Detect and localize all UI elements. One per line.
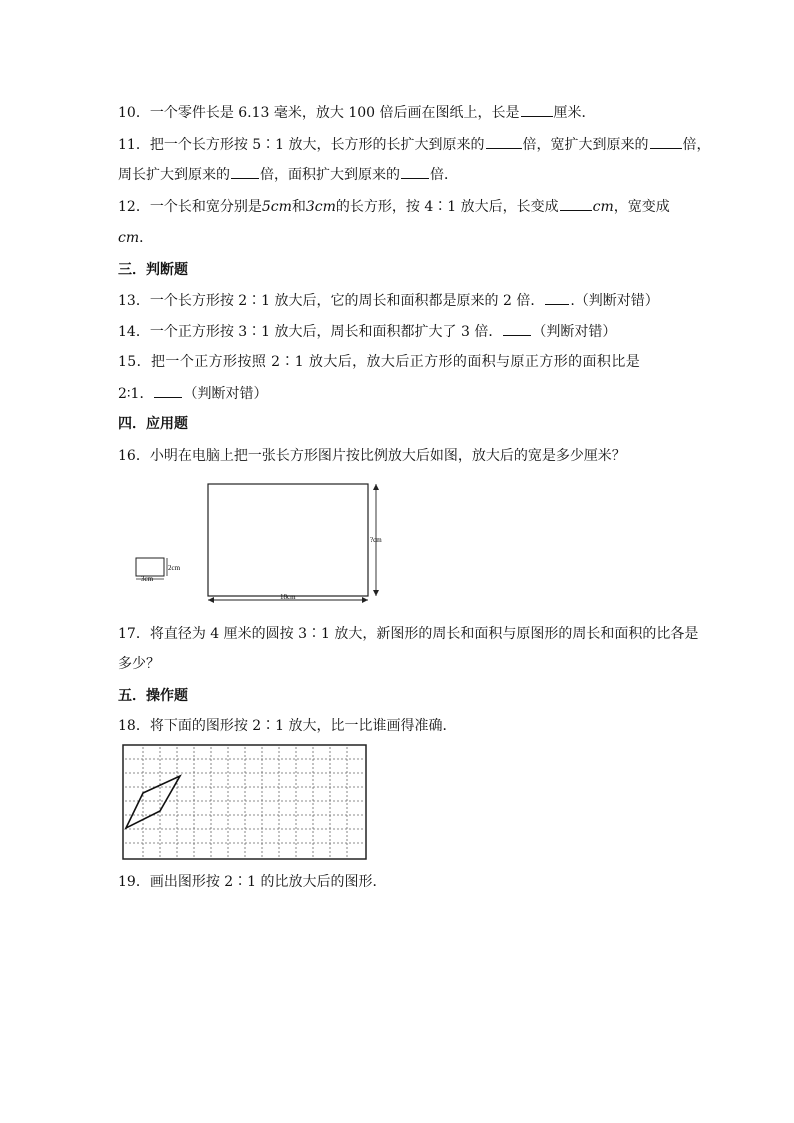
question-16: 16．小明在电脑上把一张长方形图片按比例放大后如图，放大后的宽是多少厘米？ [118,448,626,464]
q18-grid-figure[interactable] [122,744,368,862]
question-12-line1 [118,196,670,217]
q15-blank[interactable] [154,383,182,398]
q14-text: 14．一个正方形按 3∶1 放大后，周长和面积都扩大了 3 倍． [118,324,503,340]
q12-unit-2: cm [118,230,140,246]
q10-answer-blank[interactable] [521,102,553,117]
question-17-line1: 17．将直径为 4 厘米的圆按 3∶1 放大，新图形的周长和面积与原图形的周长和面积的比各是 [118,626,699,642]
question-11-line2 [118,164,458,185]
q12-text-4: ，宽变成 [613,199,670,215]
question-13 [118,290,659,311]
question-12-line2 [118,228,153,248]
q12-text-5: ． [139,230,154,246]
small-width-label: 3cm [141,575,154,583]
question-17-line2: 多少？ [118,656,160,672]
q12-unit-1: cm [592,199,614,215]
question-19: 19．画出图形按 2∶1 的比放大后的图形． [118,874,387,890]
q12-text-2: 和 [291,199,306,215]
question-14 [118,321,616,342]
q15-ratio: 2∶1． [118,386,154,402]
question-18: 18．将下面的图形按 2∶1 放大，比一比谁画得准确． [118,718,457,734]
q11-blank-1[interactable] [486,134,522,149]
q13-text: 13．一个长方形按 2∶1 放大后，它的周长和面积都是原来的 2 倍． [118,293,545,309]
section-4-heading: 四．应用题 [118,416,188,432]
q11-blank-4[interactable] [401,164,429,179]
question-15-line1: 15．把一个正方形按照 2∶1 放大后，放大后正方形的面积与原正方形的面积比是 [118,354,641,370]
q12-text-1: 12．一个长和宽分别是 [118,199,262,215]
section-3-heading: 三．判断题 [118,262,188,278]
small-height-label: 2cm [168,564,181,572]
question-15-line2 [118,383,267,404]
question-10 [118,102,596,123]
q10-text-end: 厘米． [553,105,596,121]
q12-value-length: 5cm [261,199,292,215]
q16-figure [120,476,390,608]
large-rectangle [208,484,368,596]
q14-blank[interactable] [503,321,531,336]
question-11-line1 [118,134,711,155]
q11-text-4: 周长扩大到原来的 [118,167,230,183]
q11-text-5: 倍，面积扩大到原来的 [260,167,400,183]
q11-text-6: 倍． [430,167,458,183]
q12-value-width: 3cm [305,199,336,215]
q11-blank-3[interactable] [231,164,259,179]
q11-blank-2[interactable] [650,134,682,149]
parallelogram-shape [126,776,180,828]
q10-text: 10．一个零件长是 6.13 毫米，放大 100 倍后画在图纸上，长是 [118,105,520,121]
large-height-label: ?cm [370,536,382,544]
q12-blank-1[interactable] [560,196,592,211]
q11-text-3: 倍， [682,137,711,153]
small-rectangle [136,558,164,576]
q13-suffix: .（判断对错） [570,293,659,309]
q11-text-1: 11．把一个长方形按 5∶1 放大，长方形的长扩大到原来的 [118,137,485,153]
q13-blank[interactable] [545,290,569,305]
large-width-label: 18cm [280,593,296,601]
section-5-heading: 五．操作题 [118,688,188,704]
q14-suffix: （判断对错） [532,324,617,340]
q12-text-3: 的长方形，按 4∶1 放大后，长变成 [335,199,559,215]
q11-text-2: 倍，宽扩大到原来的 [522,137,649,153]
q15-suffix: （判断对错） [183,386,268,402]
